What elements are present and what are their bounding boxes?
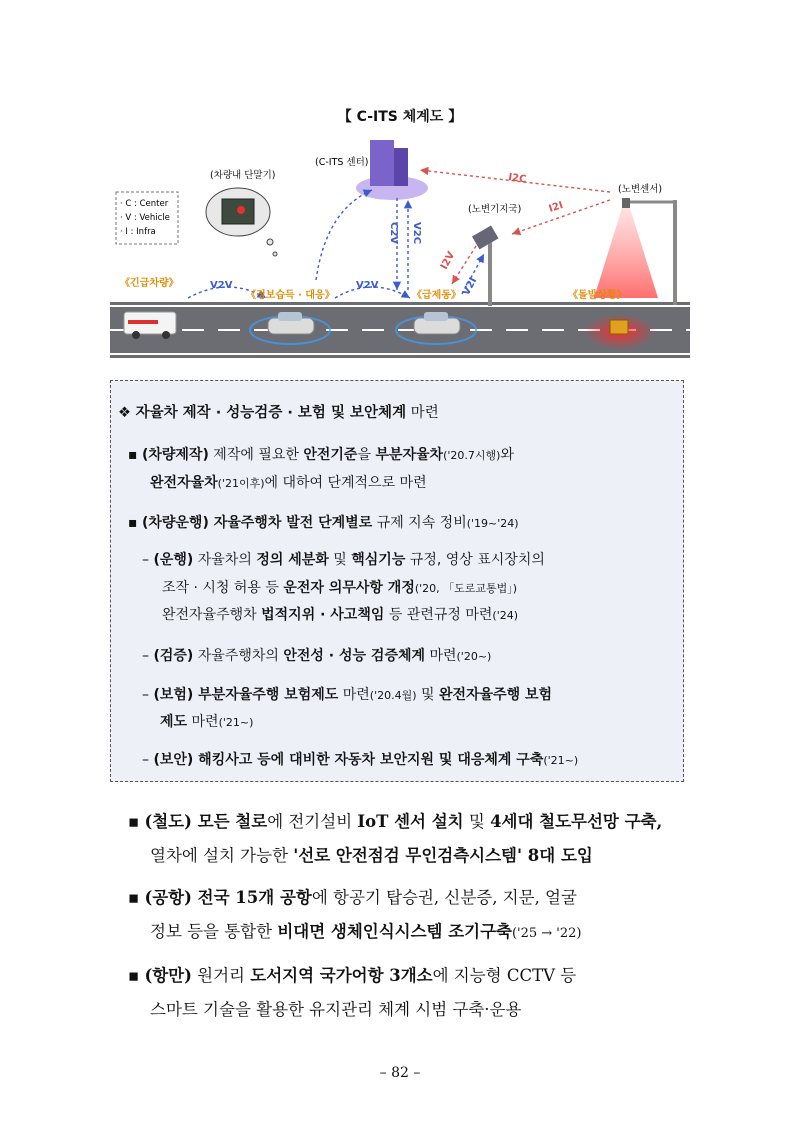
emergency-vehicle-label: 《긴급차량》	[120, 278, 179, 289]
roadside-sensor-pole	[673, 200, 677, 305]
port-bullet-l2: 스마트 기술을 활용한 유지관리 체계 시범 구축·운용	[150, 1000, 522, 1019]
sudden-brake-label: 《급제동》	[412, 290, 461, 301]
rail-bullet-l2: 열차에 설치 가능한 '선로 안전점검 무인검측시스템' 8대 도입	[150, 846, 593, 865]
i2v-label: I2V	[438, 249, 458, 272]
c2v-arrow	[316, 190, 372, 280]
page-number: – 82 –	[379, 1065, 421, 1081]
center-building-icon	[370, 140, 394, 186]
roadside-station-label: (노변기지국)	[468, 204, 522, 215]
i2c-label: I2C	[507, 172, 527, 186]
sub-operation-l2: 조작 · 시청 허용 등 운전자 의무사항 개정('20, 「도로교통법」)	[162, 580, 518, 596]
roadside-sensor-label: (노변센서)	[618, 184, 663, 195]
figure-title: 【 C-ITS 체계도 】	[337, 109, 463, 125]
airport-bullet-l2: 정보 등을 통합한 비대면 생체인식시스템 조기구축('25 → '22)	[150, 922, 582, 941]
v2c-label: V2C	[411, 222, 422, 245]
c-its-diagram	[110, 130, 690, 368]
v2i-label: V2I	[460, 275, 480, 298]
rail-bullet-l1: ▪ (철도) 모든 철로에 전기설비 IoT 센서 설치 및 4세대 철도무선망 구축,	[128, 812, 663, 831]
box-heading: ❖ 자율차 제작 · 성능검증 · 보험 및 보안체계 마련	[118, 405, 439, 421]
port-bullet-l1: ▪ (항만) 원거리 도서지역 국가어항 3개소에 지능형 CCTV 등	[128, 966, 577, 985]
roadside-station-pole	[488, 240, 492, 306]
airport-bullet-l1: ▪ (공항) 전국 15개 공항에 항공기 탑승권, 신분증, 지문, 얼굴	[128, 888, 577, 907]
sub-insurance-l1: – (보험) 부분자율주행 보험제도 마련('20.4월) 및 완전자율주행 보험	[142, 687, 553, 703]
terminal-label: (차량내 단말기)	[210, 170, 276, 181]
v2v-label-2: V2V	[356, 280, 379, 291]
incident-box-icon	[610, 320, 628, 334]
legend-i: · I : Infra	[120, 227, 156, 237]
center-label: (C-ITS 센터)	[315, 157, 369, 168]
incident-label: 《돌발상황》	[568, 290, 627, 301]
legend-v: · V : Vehicle	[120, 213, 170, 223]
sub-operation-l1: – (운행) 자율차의 정의 세분화 및 핵심기능 규정, 영상 표시장치의	[142, 552, 545, 568]
info-gather-label: 《정보습득 · 대응》	[246, 290, 335, 301]
v2v-label-1: V2V	[210, 280, 233, 291]
legend-c: · C : Center	[120, 199, 169, 209]
item-vehicle-manufacture-l2: 완전자율차('21이후)에 대하여 단계적으로 마련	[150, 475, 427, 491]
item-vehicle-manufacture-l1: ▪ (차량제작) 제작에 필요한 안전기준을 부분자율차('20.7시행)와	[128, 447, 514, 463]
item-vehicle-operation: ▪ (차량운행) 자율주행차 발전 단계별로 규제 지속 정비('19~'24)	[128, 515, 519, 531]
sub-verification: – (검증) 자율주행차의 안전성 · 성능 검증체계 마련('20~)	[142, 648, 492, 664]
c2v-label: C2V	[388, 222, 399, 245]
sub-operation-l3: 완전자율주행차 법적지위 · 사고책임 등 관련규정 마련('24)	[162, 607, 519, 623]
sub-insurance-l2: 제도 마련('21~)	[160, 714, 254, 730]
sub-security: – (보안) 해킹사고 등에 대비한 자동차 보안지원 및 대응체계 구축('21~)	[142, 752, 579, 768]
i2i-label: I2I	[547, 199, 565, 215]
